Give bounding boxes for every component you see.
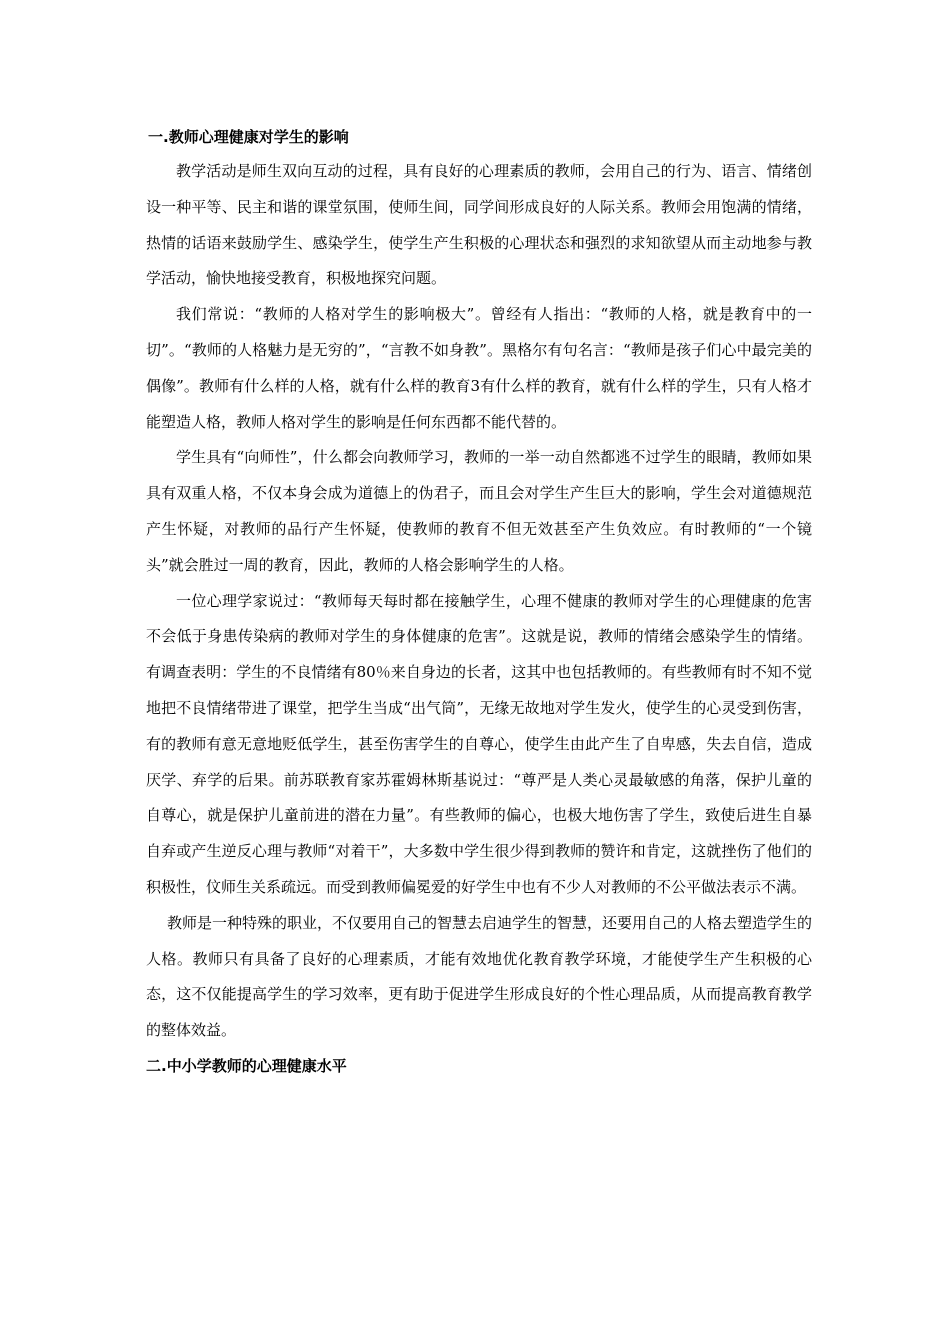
- paragraph-2: 我们常说：“教师的人格对学生的影响极大”。曾经有人指出：“教师的人格，就是教育中的一切”。“教师的人格魅力是无穷的”，“言教不如身教”。黑格尔有句名言：“教师是孩子们心中最完美的偶像”。教师有什么样的人格，就有什么样的教育3有什么样的教育，就有什么样的学生，只有人格才能塑造人格，教师人格对学生的影响是任何东西都不能代替的。: [146, 305, 812, 431]
- section-heading-1: 一.教师心理健康对学生的影响: [148, 128, 349, 146]
- section-heading-2: 二.中小学教师的心理健康水平: [146, 1056, 347, 1075]
- document-page: [146, 120, 812, 1083]
- paragraph-1: 教学活动是师生双向互动的过程，具有良好的心理素质的教师，会用自己的行为、语言、情绪创设一种平等、民主和谐的课堂氛围，使师生间，同学间形成良好的人际关系。教师会用饱满的情绪，热情的话语来鼓励学生、感染学生，使学生产生积极的心理状态和强烈的求知欲望从而主动地参与教学活动，愉快地接受教育，积极地探究问题。: [146, 162, 812, 288]
- paragraph-3: 学生具有“向师性”，什么都会向教师学习，教师的一举一动自然都逃不过学生的眼睛，教师如果具有双重人格，不仅本身会成为道德上的伪君子，而且会对学生产生巨大的影响，学生会对道德规范产生怀疑，对教师的品行产生怀疑，使教师的教育不但无效甚至产生负效应。有时教师的“一个镜头”就会胜过一周的教育，因此，教师的人格会影响学生的人格。: [146, 448, 812, 574]
- paragraph-4: 一位心理学家说过：“教师每天每时都在接触学生，心理不健康的教师对学生的心理健康的危害不会低于身患传染病的教师对学生的身体健康的危害”。这就是说，教师的情绪会感染学生的情绪。有调查表明：学生的不良情绪有80％来自身边的长者，这其中也包括教师的。有些教师有时不知不觉地把不良情绪带进了课堂，把学生当成“出气筒”，无缘无故地对学生发火，使学生的心灵受到伤害，有的教师有意无意地贬低学生，甚至伤害学生的自尊心，使学生由此产生了自卑感，失去自信，造成厌学、弃学的后果。前苏联教育家苏霍姆林斯基说过：“尊严是人类心灵最敏感的角落，保护儿童的自尊心，就是保护儿童前进的潜在力量”。有些教师的偏心，也极大地伤害了学生，致使后进生自暴自弃或产生逆反心理与教师“对着干”，大多数中学生很少得到教师的赞许和肯定，这就挫伤了他们的积极性，伩师生关系疏远。而受到教师偏冕爱的好学生中也有不少人对教师的不公平做法表示不满。: [146, 591, 812, 896]
- paragraph-5: 教师是一种特殊的职业，不仅要用自己的智慧去启迪学生的智慧，还要用自己的人格去塑造学生的人格。教师只有具备了良好的心理素质，才能有效地优化教育教学环境，才能使学生产生积极的心态，这不仅能提高学生的学习效率，更有助于促进学生形成良好的个性心理品质，从而提高教育教学的整体效益。: [146, 913, 813, 1040]
